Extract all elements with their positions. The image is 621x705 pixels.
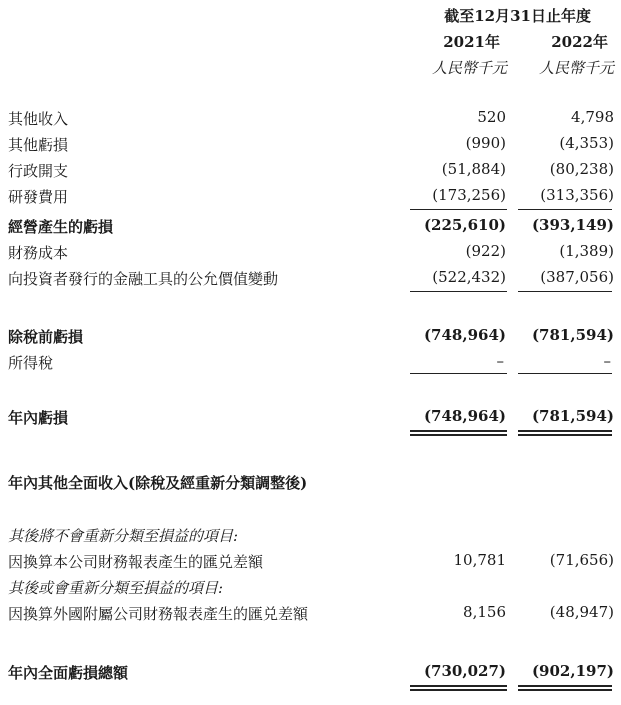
row-value-2022: (1,389) [559, 242, 614, 260]
row-label-loss-before-tax: 除稅前虧損 [8, 328, 84, 346]
row-label-income-tax: 所得稅 [8, 354, 54, 372]
row-value-2021: – [496, 352, 504, 370]
row-label-fair-value-change: 向投資者發行的金融工具的公允價值變動 [8, 270, 279, 288]
row-value-2022: (80,238) [549, 160, 614, 178]
subtotal-rule-2021 [410, 209, 507, 210]
year-2022-header: 2022年 [551, 33, 608, 51]
row-label-finance-costs: 財務成本 [8, 244, 69, 262]
row-value-2021: (173,256) [432, 186, 506, 204]
total-double-rule-top-2021 [410, 685, 507, 687]
row-value-2022: (781,594) [531, 407, 614, 425]
row-value-2021: (51,884) [441, 160, 506, 178]
row-label-operating-loss: 經營產生的虧損 [8, 218, 114, 236]
subtotal-rule-2021 [410, 373, 507, 374]
total-double-rule-bottom-2021 [410, 434, 507, 436]
row-value-2021: (730,027) [423, 662, 506, 680]
row-value-2022: 4,798 [571, 108, 614, 126]
row-value-2021: (922) [465, 242, 506, 260]
total-double-rule-top-2022 [518, 685, 612, 687]
row-value-2022: (902,197) [531, 662, 614, 680]
row-value-2022: – [603, 352, 611, 370]
year-2021-header: 2021年 [443, 33, 500, 51]
subtotal-rule-2021 [410, 291, 507, 292]
row-value-2022: (387,056) [540, 268, 614, 286]
row-label-total-comprehensive-loss: 年內全面虧損總額 [8, 664, 129, 682]
row-value-2021: (990) [465, 134, 506, 152]
subtotal-rule-2022 [518, 209, 612, 210]
subtotal-rule-2022 [518, 373, 612, 374]
period-header: 截至12月31日止年度 [444, 7, 591, 25]
subheading-may-be-reclassified: 其後或會重新分類至損益的項目: [8, 579, 224, 597]
row-label-loss-for-year: 年內虧損 [8, 409, 69, 427]
row-value-2022: (48,947) [549, 603, 614, 621]
row-value-2022: (71,656) [549, 551, 614, 569]
row-value-2021: (522,432) [432, 268, 506, 286]
row-label-fx-subsidiaries: 因換算外國附屬公司財務報表產生的匯兑差額 [8, 605, 309, 623]
row-value-2021: 10,781 [453, 551, 506, 569]
row-label-other-losses: 其他虧損 [8, 136, 69, 154]
row-value-2021: (748,964) [423, 407, 506, 425]
row-label-admin-expenses: 行政開支 [8, 162, 69, 180]
subtotal-rule-2022 [518, 291, 612, 292]
unit-2021-header: 人民幣千元 [431, 59, 507, 77]
row-label-rd-expenses: 研發費用 [8, 188, 69, 206]
row-label-other-income: 其他收入 [8, 110, 69, 128]
section-heading-oci: 年內其他全面收入(除稅及經重新分類調整後) [8, 474, 308, 492]
total-double-rule-bottom-2022 [518, 689, 612, 691]
total-double-rule-bottom-2021 [410, 689, 507, 691]
total-double-rule-top-2021 [410, 430, 507, 432]
total-double-rule-bottom-2022 [518, 434, 612, 436]
unit-2022-header: 人民幣千元 [538, 59, 614, 77]
row-value-2021: (748,964) [423, 326, 506, 344]
subheading-not-reclassified: 其後將不會重新分類至損益的項目: [8, 527, 239, 545]
row-value-2022: (781,594) [531, 326, 614, 344]
total-double-rule-top-2022 [518, 430, 612, 432]
row-value-2021: (225,610) [423, 216, 506, 234]
row-value-2022: (393,149) [531, 216, 614, 234]
row-value-2021: 520 [477, 108, 506, 126]
row-value-2022: (313,356) [540, 186, 614, 204]
row-value-2021: 8,156 [463, 603, 506, 621]
row-value-2022: (4,353) [559, 134, 614, 152]
row-label-fx-company: 因換算本公司財務報表產生的匯兑差額 [8, 553, 264, 571]
